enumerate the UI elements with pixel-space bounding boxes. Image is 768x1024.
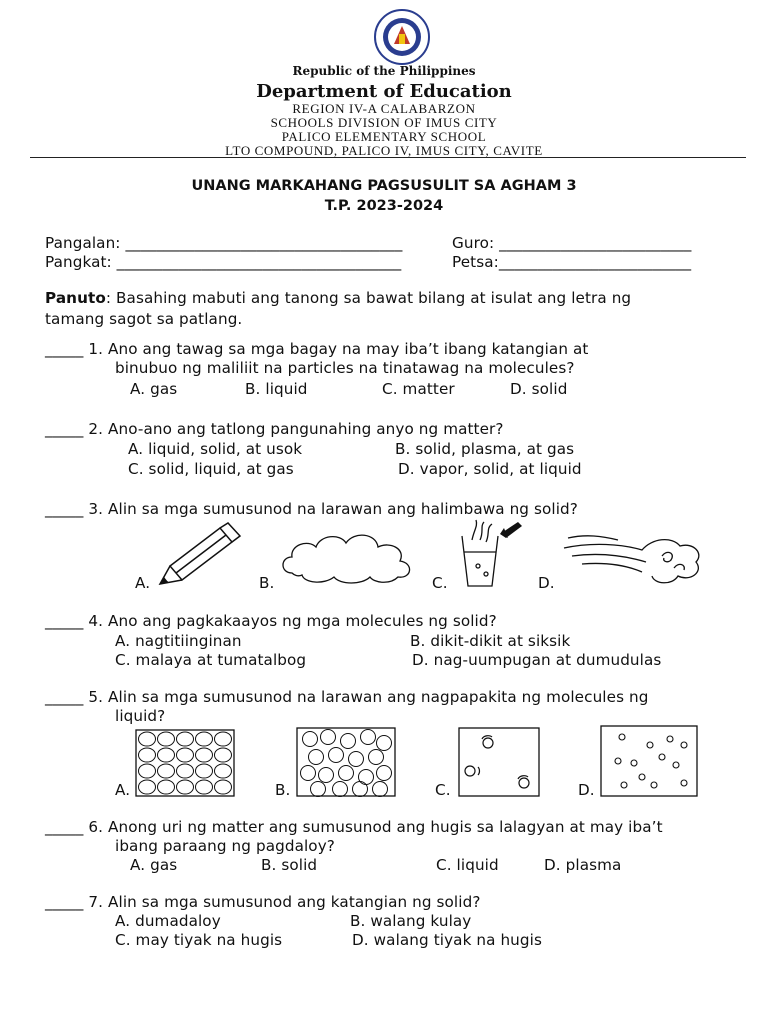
liquid-molecule — [377, 766, 392, 781]
solid-molecule — [158, 764, 175, 778]
republic-text: Republic of the Philippines — [292, 64, 476, 78]
q2-option-b: B. solid, plasma, at gas — [395, 440, 575, 458]
pencil-image — [150, 522, 245, 588]
q5-option-d: D. — [578, 781, 595, 799]
date-field[interactable]: Petsa:_________________________ — [452, 253, 692, 271]
molecules-plasma-box — [600, 725, 698, 797]
q7-option-d: D. walang tiyak na hugis — [352, 931, 542, 949]
solid-molecule — [177, 748, 194, 762]
q5-option-b: B. — [275, 781, 291, 799]
q3-option-b: B. — [259, 574, 275, 592]
solid-molecule — [139, 748, 156, 762]
solid-molecule — [158, 748, 175, 762]
liquid-molecule — [319, 768, 334, 783]
q1-option-d: D. solid — [510, 380, 568, 398]
liquid-molecule — [373, 782, 388, 797]
solid-molecule — [215, 732, 232, 746]
solid-molecule — [215, 764, 232, 778]
liquid-molecule — [339, 766, 354, 781]
solid-molecule — [215, 780, 232, 794]
q1-option-c: C. matter — [382, 380, 455, 398]
header-divider — [30, 157, 746, 158]
q7-option-b: B. walang kulay — [350, 912, 472, 930]
region-text: REGION IV-A CALABARZON — [292, 101, 476, 116]
question-7-line1: _____ 7. Alin sa mga sumusunod ang katangian ng solid? — [45, 893, 481, 911]
liquid-molecule — [321, 730, 336, 745]
instructions-text: : Basahing mabuti ang tanong sa bawat bilang at isulat ang letra ng — [105, 289, 632, 307]
q7-option-a: A. dumadaloy — [115, 912, 221, 930]
instructions-line2: tamang sagot sa patlang. — [45, 310, 243, 328]
solid-molecule — [177, 764, 194, 778]
q5-option-c: C. — [435, 781, 451, 799]
liquid-molecule — [369, 750, 384, 765]
exam-year: T.P. 2023-2024 — [324, 198, 444, 214]
q2-option-c: C. solid, liquid, at gas — [128, 460, 294, 478]
q4-option-b: B. dikit-dikit at siksik — [410, 632, 571, 650]
solid-molecule — [177, 732, 194, 746]
solid-molecule — [177, 780, 194, 794]
deped-seal-logo — [372, 8, 432, 66]
q4-option-c: C. malaya at tumatalbog — [115, 651, 307, 669]
address-text: LTO COMPOUND, PALICO IV, IMUS CITY, CAVITE — [225, 143, 543, 158]
question-3-line1: _____ 3. Alin sa mga sumusunod na larawan ang halimbawa ng solid? — [45, 500, 578, 518]
name-field[interactable]: Pangalan: ____________________________________ — [45, 234, 403, 252]
solid-molecule — [158, 780, 175, 794]
q6-option-c: C. liquid — [436, 856, 499, 874]
q1-option-a: A. gas — [130, 380, 178, 398]
division-text: SCHOOLS DIVISION OF IMUS CITY — [270, 115, 498, 130]
solid-molecule — [139, 764, 156, 778]
wind-image — [562, 528, 707, 588]
molecules-gas-box — [458, 727, 540, 797]
q6-option-b: B. solid — [261, 856, 318, 874]
q6-option-d: D. plasma — [544, 856, 622, 874]
q7-option-c: C. may tiyak na hugis — [115, 931, 283, 949]
liquid-molecule — [301, 766, 316, 781]
cloud-image — [278, 527, 418, 585]
solid-molecule — [139, 780, 156, 794]
solid-molecule — [196, 764, 213, 778]
q3-option-c: C. — [432, 574, 448, 592]
section-field[interactable]: Pangkat: _____________________________________ — [45, 253, 402, 271]
question-2-line1: _____ 2. Ano-ano ang tatlong pangunahing anyo ng matter? — [45, 420, 504, 438]
question-1-line2: binubuo ng maliliit na particles na tinatawag na molecules? — [115, 359, 575, 377]
q6-option-a: A. gas — [130, 856, 178, 874]
question-5-line1: _____ 5. Alin sa mga sumusunod na larawan ang nagpapakita ng molecules ng — [45, 688, 649, 706]
liquid-molecule — [311, 782, 326, 797]
question-6-line1: _____ 6. Anong uri ng matter ang sumusunod ang hugis sa lalagyan at may iba’t — [45, 818, 663, 836]
liquid-molecule — [309, 750, 324, 765]
instructions-line1 — [45, 289, 631, 307]
solid-molecule — [196, 732, 213, 746]
q2-option-a: A. liquid, solid, at usok — [128, 440, 303, 458]
department-text: Department of Education — [256, 81, 512, 102]
solid-molecule — [196, 780, 213, 794]
solid-molecule — [139, 732, 156, 746]
liquid-molecule — [353, 782, 368, 797]
liquid-molecule — [377, 736, 392, 751]
liquid-molecule — [361, 730, 376, 745]
q4-option-d: D. nag-uumpugan at dumudulas — [412, 651, 662, 669]
solid-molecule — [196, 748, 213, 762]
question-5-line2: liquid? — [115, 707, 166, 725]
glass-of-water-image — [456, 518, 526, 590]
q5-option-a: A. — [115, 781, 131, 799]
question-6-line2: ibang paraang ng pagdaloy? — [115, 837, 335, 855]
teacher-field[interactable]: Guro: _________________________ — [452, 234, 692, 252]
q1-option-b: B. liquid — [245, 380, 308, 398]
molecules-solid-box — [135, 729, 235, 797]
q4-option-a: A. nagtitiinginan — [115, 632, 242, 650]
liquid-molecule — [329, 748, 344, 763]
question-4-line1: _____ 4. Ano ang pagkakaayos ng mga molecules ng solid? — [45, 612, 497, 630]
liquid-molecule — [303, 732, 318, 747]
solid-molecule — [158, 732, 175, 746]
molecules-liquid-box — [296, 727, 396, 797]
q3-option-a: A. — [135, 574, 151, 592]
question-1-line1: _____ 1. Ano ang tawag sa mga bagay na may iba’t ibang katangian at — [45, 340, 589, 358]
instructions-label: Panuto — [45, 289, 106, 307]
solid-molecule — [215, 748, 232, 762]
exam-title: UNANG MARKAHANG PAGSUSULIT SA AGHAM 3 — [191, 178, 577, 194]
q3-option-d: D. — [538, 574, 555, 592]
liquid-molecule — [359, 770, 374, 785]
liquid-molecule — [341, 734, 356, 749]
liquid-molecule — [349, 752, 364, 767]
q2-option-d: D. vapor, solid, at liquid — [398, 460, 582, 478]
school-text: PALICO ELEMENTARY SCHOOL — [281, 129, 487, 144]
liquid-molecule — [333, 782, 348, 797]
